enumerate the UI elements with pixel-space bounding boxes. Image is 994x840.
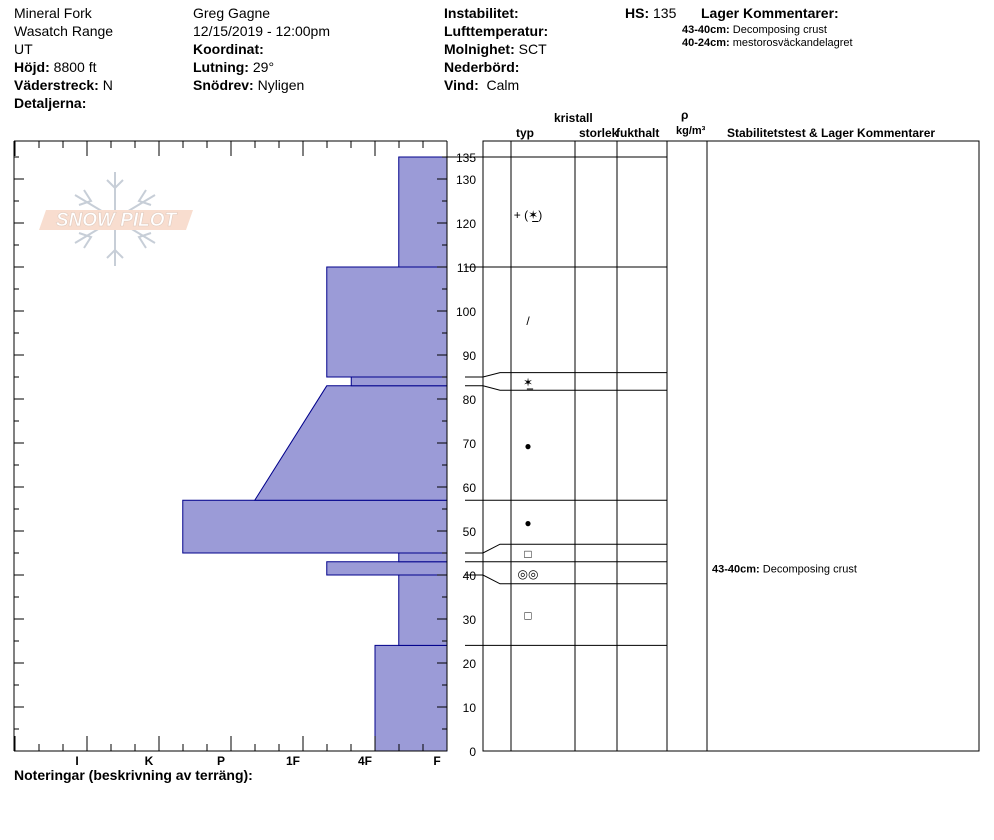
slope-value: 29° bbox=[252, 59, 275, 75]
depth-tick-label: 40 bbox=[462, 569, 476, 583]
hs-label: HS: bbox=[625, 5, 650, 21]
hardness-layer-bar bbox=[375, 645, 447, 751]
density-unit-header: kg/m³ bbox=[676, 125, 706, 137]
hardness-layer-bar bbox=[183, 500, 447, 553]
cloud-label: Molnighet: bbox=[444, 41, 515, 57]
instability-label: Instabilitet: bbox=[444, 5, 519, 21]
wind-label: Vind: bbox=[444, 77, 479, 93]
wind-value: Calm bbox=[486, 77, 520, 93]
hardness-tick-label: K bbox=[144, 754, 154, 768]
grain-symbol: ✶̲ bbox=[522, 375, 534, 390]
depth-tick-label: 135 bbox=[455, 151, 476, 165]
air-temp-label: Lufttemperatur: bbox=[444, 23, 549, 39]
hs-value: 135 bbox=[653, 5, 677, 21]
layer-comment-text: Decomposing crust bbox=[732, 24, 827, 36]
stability-header: Stabilitetstest & Lager Kommentarer bbox=[727, 126, 936, 140]
layer-boundary bbox=[465, 373, 667, 377]
layer-boundary-lines bbox=[462, 157, 667, 645]
hardness-tick-label: I bbox=[75, 754, 79, 768]
depth-tick-label: 120 bbox=[455, 217, 476, 231]
depth-tick-label: 10 bbox=[462, 701, 476, 715]
depth-tick-label: 30 bbox=[462, 613, 476, 627]
grain-symbols bbox=[514, 208, 542, 622]
notes-label: Noteringar (beskrivning av terräng): bbox=[14, 767, 253, 783]
depth-tick-label: 50 bbox=[462, 525, 476, 539]
hardness-layers bbox=[183, 157, 447, 751]
hardness-layer-bar bbox=[351, 377, 447, 386]
depth-tick-label: 130 bbox=[455, 173, 476, 187]
layer-boundary bbox=[465, 544, 667, 553]
depth-tick-label: 60 bbox=[462, 481, 476, 495]
size-header: storlek bbox=[579, 126, 619, 140]
elevation-label: Höjd: bbox=[14, 59, 50, 75]
datetime: 12/15/2019 - 12:00pm bbox=[193, 23, 330, 39]
depth-tick-label: 20 bbox=[462, 657, 476, 671]
grain-symbol: + (✶̲) bbox=[513, 208, 543, 223]
crystal-header: kristall bbox=[554, 111, 593, 125]
layer-comment-range: 40-24cm: bbox=[682, 37, 730, 49]
slope-label: Lutning: bbox=[193, 59, 249, 75]
stability-comments bbox=[712, 563, 857, 575]
grain-symbol: □ bbox=[524, 547, 532, 561]
coord-label: Koordinat: bbox=[193, 41, 264, 57]
drift-value: Nyligen bbox=[257, 77, 305, 93]
layer-comments-title: Lager Kommentarer: bbox=[701, 5, 839, 21]
hardness-layer-bar bbox=[255, 386, 447, 500]
grain-symbol: ● bbox=[524, 516, 532, 531]
hardness-tick-label: F bbox=[433, 754, 441, 768]
precip-label: Nederbörd: bbox=[444, 59, 520, 75]
drift-label: Snödrev: bbox=[193, 77, 254, 93]
stability-comment bbox=[712, 563, 857, 575]
depth-tick-label: 90 bbox=[462, 349, 476, 363]
type-header: typ bbox=[516, 126, 534, 140]
depth-tick-label: 80 bbox=[462, 393, 476, 407]
observer: Greg Gagne bbox=[193, 5, 271, 21]
state: UT bbox=[14, 41, 33, 57]
grain-symbol: / bbox=[526, 313, 530, 328]
hardness-layer-bar bbox=[399, 553, 447, 562]
hardness-layer-bar bbox=[399, 157, 447, 267]
depth-tick-label: 70 bbox=[462, 437, 476, 451]
elevation-value: 8800 ft bbox=[53, 59, 97, 75]
grain-symbol: ◎◎ bbox=[517, 566, 539, 581]
moisture-header: fukthalt bbox=[616, 126, 660, 140]
depth-tick-label: 0 bbox=[469, 745, 476, 759]
rho-header: ρ bbox=[681, 108, 689, 122]
layer-boundary bbox=[465, 575, 667, 584]
logo-text: SNOW PILOT bbox=[55, 210, 177, 231]
layer-comment-range: 43-40cm: bbox=[682, 24, 730, 36]
depth-tick-label: 100 bbox=[455, 305, 476, 319]
hardness-tick-label: P bbox=[216, 754, 226, 768]
snowpilot-logo bbox=[39, 172, 193, 266]
range: Wasatch Range bbox=[14, 23, 114, 39]
layer-comment-text: mestorosväckandelagret bbox=[732, 37, 853, 49]
hardness-tick-label: 4F bbox=[357, 754, 373, 768]
aspect-label: Väderstreck: bbox=[14, 77, 99, 93]
details-label: Detaljerna: bbox=[14, 95, 87, 111]
hardness-layer-bar bbox=[399, 575, 447, 645]
grain-symbol: □ bbox=[524, 608, 532, 623]
layer-boundary bbox=[465, 386, 667, 390]
aspect-value: N bbox=[102, 77, 113, 93]
stability-comment-range: 43-40cm: bbox=[712, 563, 763, 576]
crystal-grid-frame bbox=[483, 141, 979, 751]
hardness-layer-bar bbox=[327, 562, 447, 575]
stability-comment-text: Decomposing crust bbox=[762, 563, 857, 576]
location: Mineral Fork bbox=[14, 5, 92, 21]
hardness-tick-label: 1F bbox=[285, 754, 301, 768]
grain-symbol: ● bbox=[524, 439, 532, 454]
cloud-value: SCT bbox=[518, 41, 547, 57]
hardness-layer-bar bbox=[327, 267, 447, 377]
depth-tick-label: 110 bbox=[456, 261, 476, 275]
